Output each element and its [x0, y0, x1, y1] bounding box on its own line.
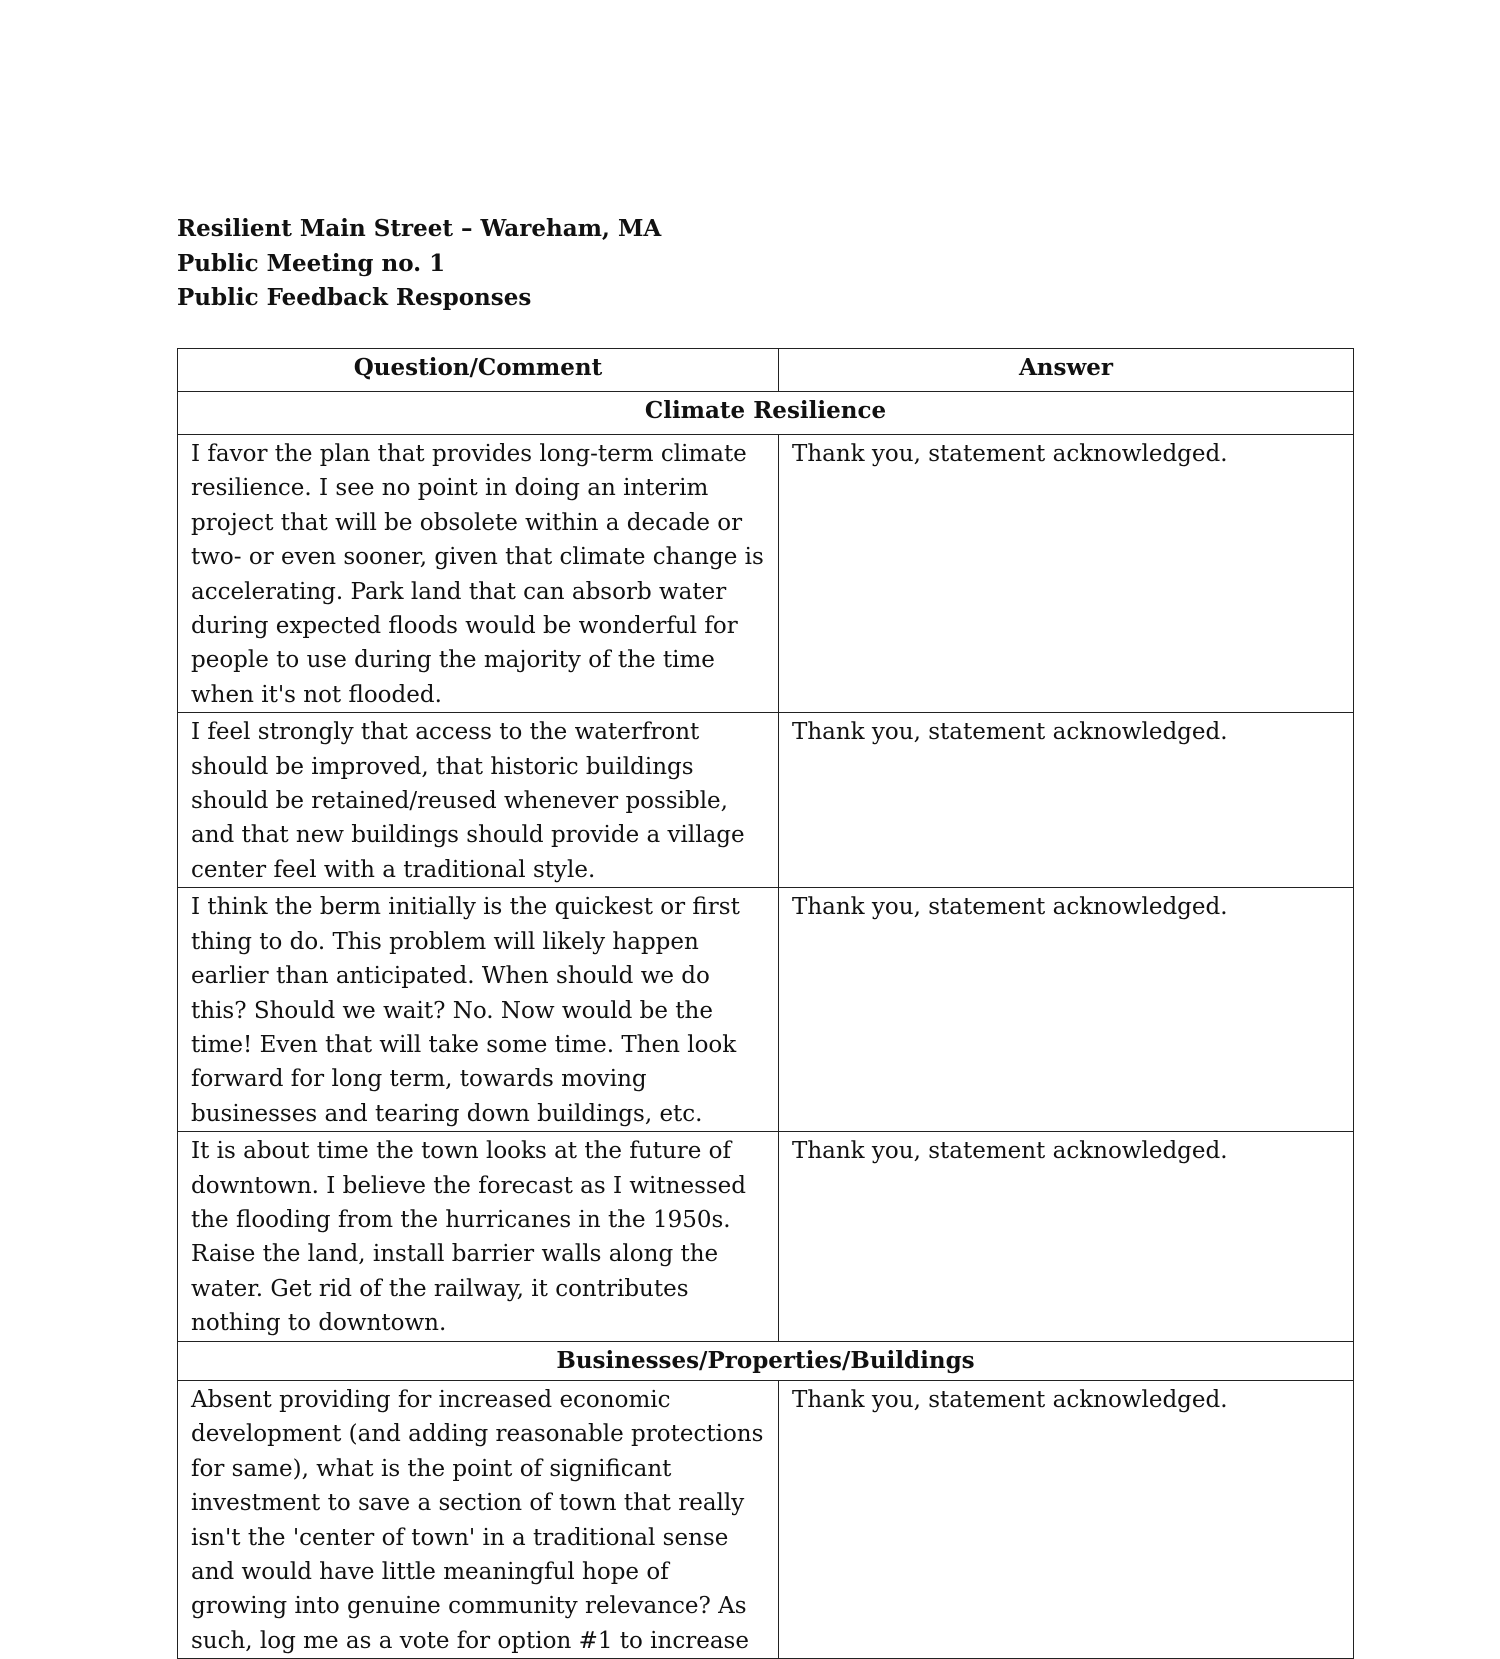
table-row [178, 435, 1354, 713]
feedback-table [177, 348, 1354, 1659]
comment-cell: It is about time the town looks at the future of downtown. I believe the forecast as I witnessed the flooding from the hurricanes in the 1950s. Raise the land, install barrier walls along the water. Get rid of the railway, it contributes nothing to downtown. [178, 1132, 779, 1341]
comment-cell: I think the berm initially is the quickest or first thing to do. This problem will likely happen earlier than anticipated. When should we do this? Should we wait? No. Now would be the time! Even that will take some time. Then look forward for long term, towards moving businesses and tearing down buildings, etc. [178, 888, 779, 1132]
column-header-answer: Answer [779, 349, 1354, 392]
column-header-question: Question/Comment [178, 349, 779, 392]
table-row [178, 713, 1354, 888]
comment-cell: I favor the plan that provides long-term climate resilience. I see no point in doing an interim project that will be obsolete within a decade or two- or even sooner, given that climate change is accelerating. Park land that can absorb water during expected floods would be wonderful for people to use during the majority of the time when it's not flooded. [178, 435, 779, 713]
answer-cell: Thank you, statement acknowledged. [779, 1132, 1354, 1341]
table-row [178, 888, 1354, 1132]
answer-cell: Thank you, statement acknowledged. [779, 713, 1354, 888]
section-row [178, 1341, 1354, 1380]
section-row [178, 392, 1354, 435]
section-title-businesses: Businesses/Properties/Buildings [178, 1341, 1354, 1380]
meeting-label: Public Meeting no. 1 [177, 249, 446, 277]
comment-cell: Absent providing for increased economic development (and adding reasonable protections for same), what is the point of significant investment to save a section of town that really isn't the 'center of town' in a traditional sense and would have little meaningful hope of growing into genuine community relevance? As such, log me as a vote for option #1 to increase [178, 1380, 779, 1658]
document-header [177, 212, 661, 316]
table-row [178, 1380, 1354, 1658]
answer-cell: Thank you, statement acknowledged. [779, 435, 1354, 713]
document-subtitle: Public Feedback Responses [177, 284, 532, 311]
document-title: Resilient Main Street – Wareham, MA [177, 215, 662, 242]
answer-cell: Thank you, statement acknowledged. [779, 888, 1354, 1132]
section-title-climate-resilience: Climate Resilience [178, 392, 1354, 435]
table-row [178, 1132, 1354, 1341]
table-header-row [178, 349, 1354, 392]
comment-cell: I feel strongly that access to the waterfront should be improved, that historic buildings should be retained/reused whenever possible, and that new buildings should provide a village center feel with a traditional style. [178, 713, 779, 888]
answer-cell: Thank you, statement acknowledged. [779, 1380, 1354, 1658]
